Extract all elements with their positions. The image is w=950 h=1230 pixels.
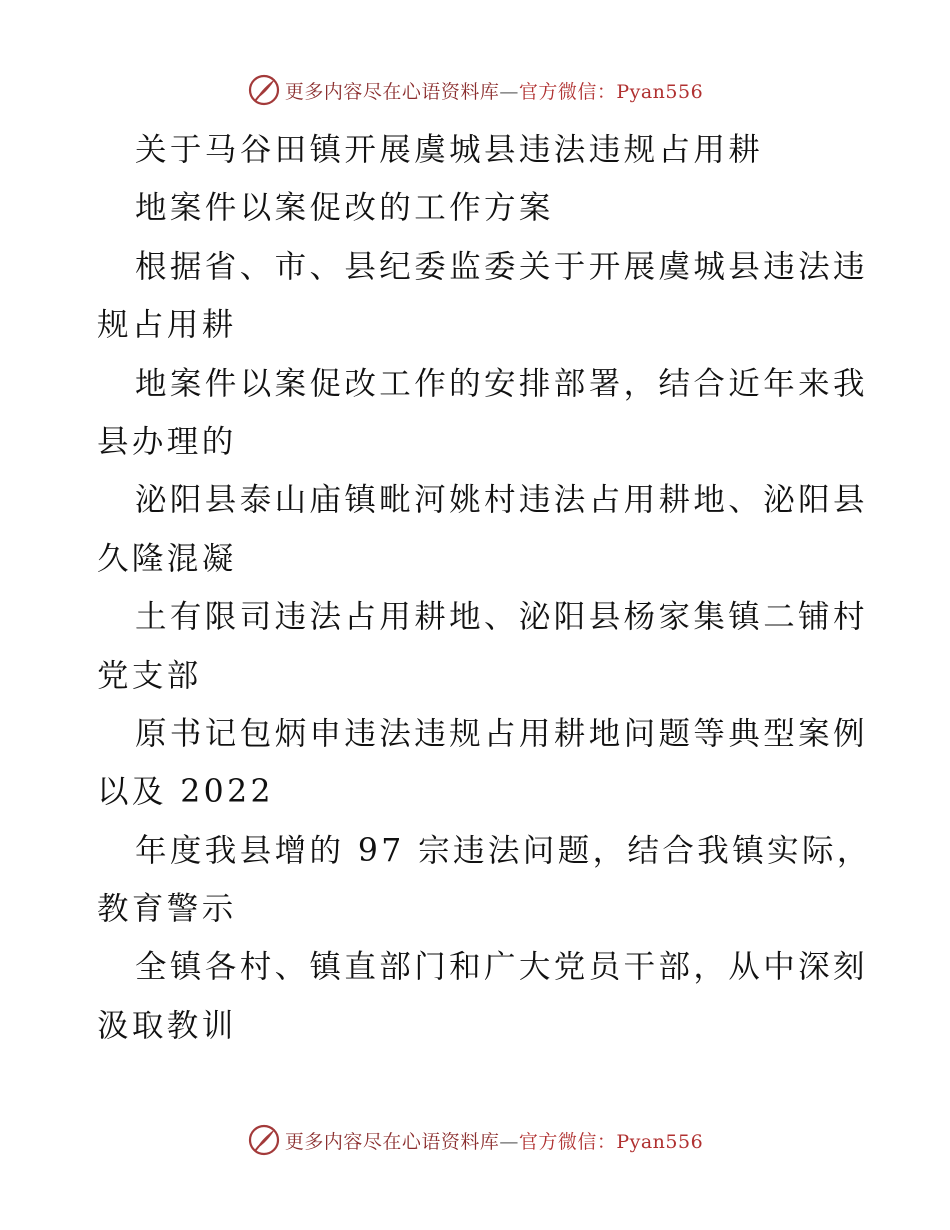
quill-pen-logo-icon bbox=[247, 73, 281, 107]
document-line: 关于马谷田镇开展虞城县违法违规占用耕 bbox=[135, 132, 764, 168]
document-line: 土有限司违法占用耕地、泌阳县杨家集镇二铺村 bbox=[135, 599, 868, 636]
document-line: 泌阳县泰山庙镇毗河姚村违法占用耕地、泌阳县 bbox=[135, 482, 868, 519]
document-line: 汲取教训 bbox=[97, 1007, 237, 1044]
document-line: 原书记包炳申违法违规占用耕地问题等典型案例 bbox=[135, 715, 868, 752]
footer-watermark bbox=[0, 1120, 950, 1160]
quill-pen-logo-icon bbox=[247, 1123, 281, 1157]
document-line: 县办理的 bbox=[97, 423, 237, 460]
watermark-separator: — bbox=[499, 1130, 519, 1153]
document-line: 以及 2022 bbox=[97, 774, 274, 811]
document-line: 地案件以案促改的工作方案 bbox=[135, 190, 554, 227]
header-watermark bbox=[0, 70, 950, 110]
document-body bbox=[97, 121, 872, 1055]
watermark-wechat-text: 官方微信：Pyan556 bbox=[518, 1130, 704, 1153]
watermark-separator: — bbox=[499, 80, 519, 103]
watermark-wechat-text: 官方微信：Pyan556 bbox=[518, 80, 704, 103]
document-line: 年度我县增的 97 宗违法问题，结合我镇实际， bbox=[135, 832, 872, 869]
watermark-site-text: 更多内容尽在心语资料库 bbox=[284, 1130, 500, 1153]
document-line: 教育警示 bbox=[97, 891, 237, 928]
document-line: 根据省、市、县纪委监委关于开展虞城县违法违 bbox=[135, 248, 868, 285]
document-line: 党支部 bbox=[97, 657, 202, 694]
document-line: 规占用耕 bbox=[97, 307, 237, 344]
document-line: 地案件以案促改工作的安排部署，结合近年来我 bbox=[135, 365, 868, 402]
document-line: 全镇各村、镇直部门和广大党员干部，从中深刻 bbox=[135, 949, 868, 986]
watermark-site-text: 更多内容尽在心语资料库 bbox=[284, 80, 500, 103]
document-line: 久隆混凝 bbox=[97, 540, 237, 577]
watermark-text bbox=[285, 1127, 703, 1154]
watermark-text bbox=[285, 77, 703, 104]
